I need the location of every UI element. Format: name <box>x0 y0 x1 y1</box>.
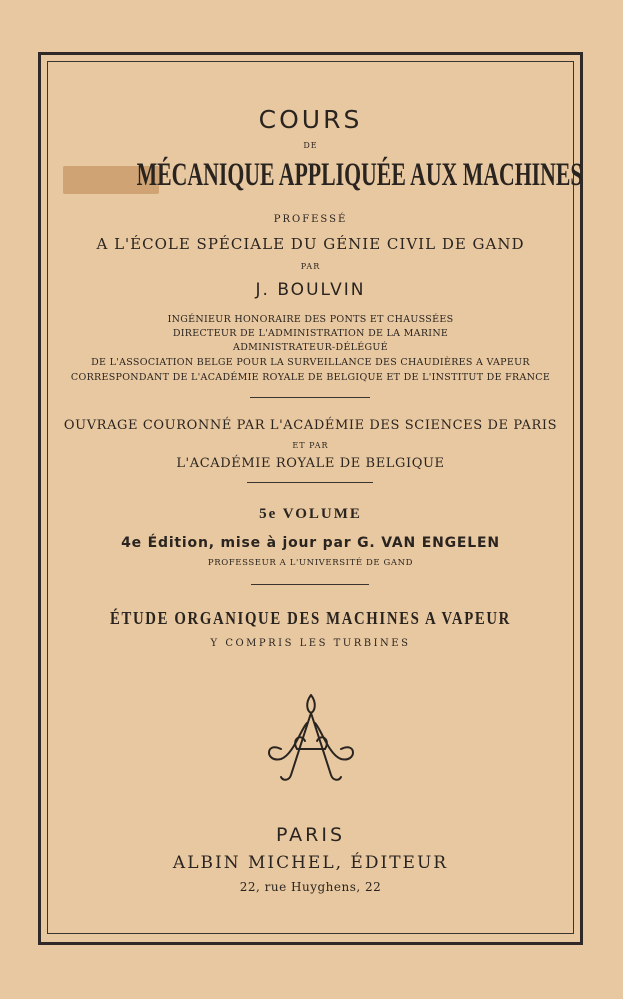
publisher-monogram-icon <box>261 689 361 789</box>
award-line-2: L'ACADÉMIE ROYALE DE BELGIQUE <box>176 456 445 471</box>
volume-title: 5e VOLUME <box>259 506 362 522</box>
credential-line: ADMINISTRATEUR-DÉLÉGUÉ <box>233 342 388 353</box>
subject-subtitle: Y COMPRIS LES TURBINES <box>210 638 411 649</box>
award-line-1: OUVRAGE COURONNÉ PAR L'ACADÉMIE DES SCIENCES DE PARIS <box>63 418 558 433</box>
imprint-city: PARIS <box>275 824 346 846</box>
title-page <box>47 61 583 934</box>
professe-word: PROFESSÉ <box>273 214 348 225</box>
school-line: A L'ÉCOLE SPÉCIALE DU GÉNIE CIVIL DE GAND <box>96 235 525 253</box>
publisher-name: ALBIN MICHEL, ÉDITEUR <box>172 853 449 873</box>
author-name: J. BOULVIN <box>255 280 366 300</box>
professor-line: PROFESSEUR A L'UNIVERSITÉ DE GAND <box>207 558 414 568</box>
et-par-word: ET PAR <box>292 441 329 450</box>
de-word: DE <box>303 141 318 150</box>
subject-title: ÉTUDE ORGANIQUE DES MACHINES A VAPEUR <box>110 608 511 628</box>
divider <box>250 397 370 398</box>
credential-line: DIRECTEUR DE L'ADMINISTRATION DE LA MARINE <box>172 328 449 339</box>
divider <box>251 584 369 585</box>
credential-line: INGÉNIEUR HONORAIRE DES PONTS ET CHAUSSÉES <box>167 314 454 325</box>
credential-line: DE L'ASSOCIATION BELGE POUR LA SURVEILLANCE DES CHAUDIÈRES A VAPEUR <box>91 357 530 368</box>
divider <box>247 482 373 483</box>
credential-line: CORRESPONDANT DE L'ACADÉMIE ROYALE DE BELGIQUE ET DE L'INSTITUT DE FRANCE <box>70 372 551 383</box>
main-title: MÉCANIQUE APPLIQUÉE AUX MACHINES <box>136 157 583 193</box>
cours-heading: COURS <box>258 105 363 134</box>
par-word: PAR <box>300 262 321 271</box>
publisher-address: 22, rue Huyghens, 22 <box>239 880 382 894</box>
edition-line: 4e Édition, mise à jour par G. VAN ENGELEN <box>121 535 500 551</box>
